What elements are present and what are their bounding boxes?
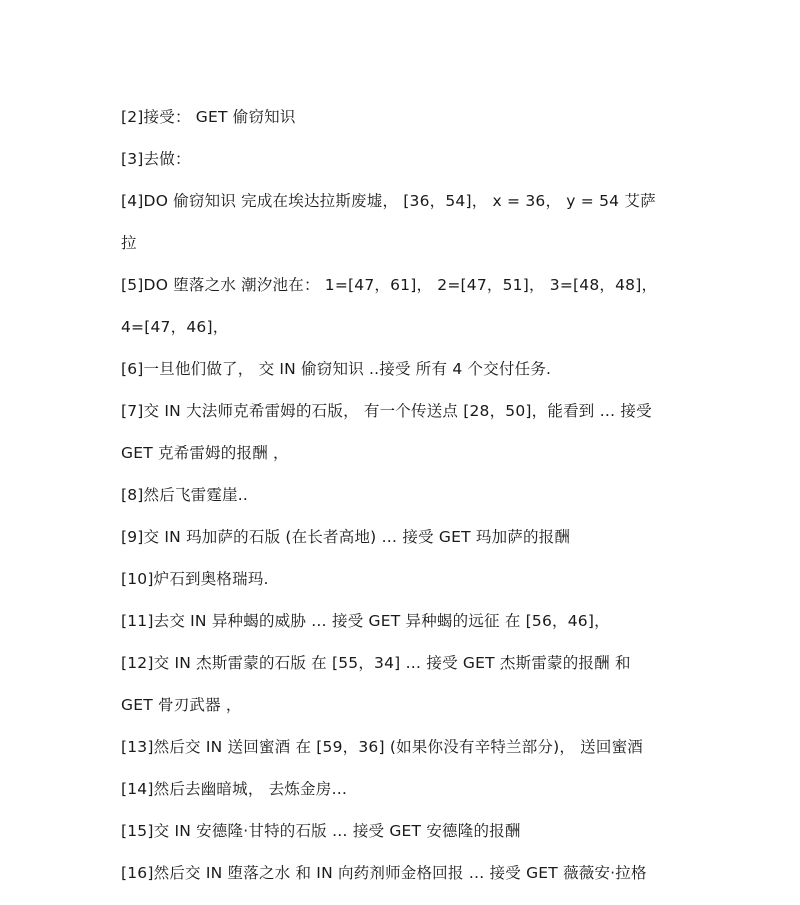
text-line: [3]去做： — [121, 150, 191, 168]
text-line: [8]然后飞雷霆崖.. — [121, 486, 249, 504]
text-line: [10]炉石到奥格瑞玛. — [121, 570, 269, 588]
text-line: [13]然后交 IN 送回蜜酒 在 [59，36] (如果你没有辛特兰部分)， 送回蜜酒 — [121, 738, 643, 756]
text-line: [15]交 IN 安德隆·甘特的石版 … 接受 GET 安德隆的报酬 — [121, 822, 521, 840]
text-line: [5]DO 堕落之水 潮汐池在： 1=[47，61]， 2=[47，51]， 3=[48，48]， — [121, 276, 658, 294]
document-body — [121, 96, 691, 894]
text-line: 拉 — [121, 234, 137, 252]
text-line: [11]去交 IN 异种蝎的威胁 … 接受 GET 异种蝎的远征 在 [56，46]， — [121, 612, 610, 630]
text-line: GET 克希雷姆的报酬 ， — [121, 444, 289, 462]
text-line: [4]DO 偷窃知识 完成在埃达拉斯废墟， [36，54]， x = 36， y = 54 艾萨 — [121, 192, 656, 210]
text-line: [7]交 IN 大法师克希雷姆的石版， 有一个传送点 [28，50]，能看到 … 接受 — [121, 402, 652, 420]
text-line: [6]一旦他们做了， 交 IN 偷窃知识 ..接受 所有 4 个交付任务. — [121, 360, 552, 378]
text-line: [12]交 IN 杰斯雷蒙的石版 在 [55，34] … 接受 GET 杰斯雷蒙的报酬 和 — [121, 654, 631, 672]
text-line: [16]然后交 IN 堕落之水 和 IN 向药剂师金格回报 … 接受 GET 薇薇安·拉格 — [121, 864, 647, 882]
text-line: [2]接受： GET 偷窃知识 — [121, 108, 296, 126]
text-line: 4=[47，46]， — [121, 318, 229, 336]
text-line: GET 骨刃武器 ， — [121, 696, 242, 714]
text-line: [9]交 IN 玛加萨的石版 (在长者高地) … 接受 GET 玛加萨的报酬 — [121, 528, 571, 546]
text-line: [14]然后去幽暗城， 去炼金房… — [121, 780, 348, 798]
